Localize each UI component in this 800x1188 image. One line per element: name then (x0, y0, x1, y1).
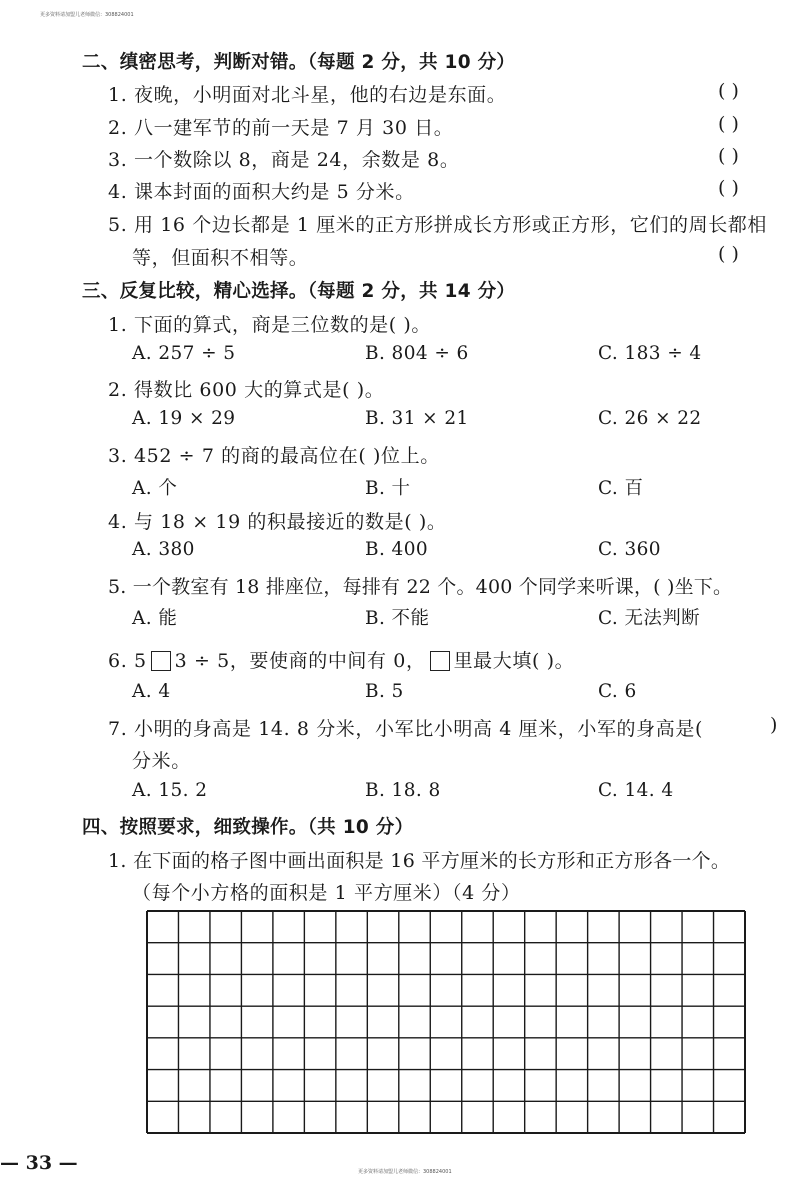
s3-q4-option-a[interactable]: A. 380 (132, 539, 195, 560)
s3-q7-close-paren: ) (770, 714, 778, 736)
s2-item-5: 5. 用 16 个边长都是 1 厘米的正方形拼成长方形或正方形，它们的周长都相 (108, 214, 767, 236)
section-4-title: 四、按照要求，细致操作。（共 10 分） (82, 817, 414, 838)
header-note: 更多资料请加盟儿老师微信：308824001 (40, 12, 134, 18)
s2-answer-blank-4[interactable]: ( ) (718, 177, 739, 199)
s2-item-1: 1. 夜晚，小明面对北斗星，他的右边是东面。 (108, 84, 507, 106)
s3-q1-option-b[interactable]: B. 804 ÷ 6 (365, 343, 469, 364)
digit-box[interactable] (151, 651, 171, 671)
s2-answer-blank-1[interactable]: ( ) (718, 80, 739, 102)
s3-q7: 7. 小明的身高是 14. 8 分米，小军比小明高 4 厘米，小军的身高是( (108, 718, 703, 740)
s4-q1-continued: （每个小方格的面积是 1 平方厘米）（4 分） (132, 882, 521, 904)
s3-q1-option-a[interactable]: A. 257 ÷ 5 (132, 343, 236, 364)
s3-q7-option-b[interactable]: B. 18. 8 (365, 780, 441, 801)
s3-q3-option-a[interactable]: A. 个 (132, 478, 178, 499)
s3-q2-option-b[interactable]: B. 31 × 21 (365, 408, 469, 429)
s2-item-3: 3. 一个数除以 8，商是 24，余数是 8。 (108, 149, 460, 171)
s2-answer-blank-3[interactable]: ( ) (718, 145, 739, 167)
s3-q7-continued: 分米。 (132, 750, 191, 772)
s2-answer-blank-5[interactable]: ( ) (718, 243, 739, 265)
s3-q6-part-c: 里最大填( )。 (453, 650, 575, 672)
s3-q7-option-c[interactable]: C. 14. 4 (598, 780, 674, 801)
s3-q6-option-a[interactable]: A. 4 (132, 681, 171, 702)
s3-q3: 3. 452 ÷ 7 的商的最高位在( )位上。 (108, 445, 440, 467)
s3-q5-option-a[interactable]: A. 能 (132, 608, 178, 629)
s3-q6-option-b[interactable]: B. 5 (365, 681, 404, 702)
s3-q4: 4. 与 18 × 19 的积最接近的数是( )。 (108, 511, 447, 533)
s3-q2-option-c[interactable]: C. 26 × 22 (598, 408, 702, 429)
s3-q1-option-c[interactable]: C. 183 ÷ 4 (598, 343, 702, 364)
s3-q5-option-b[interactable]: B. 不能 (365, 608, 430, 629)
s3-q4-option-c[interactable]: C. 360 (598, 539, 661, 560)
s3-q6-part-a: 6. 5 (108, 650, 147, 672)
s3-q2-option-a[interactable]: A. 19 × 29 (132, 408, 236, 429)
s3-q6-option-c[interactable]: C. 6 (598, 681, 637, 702)
footer-note: 更多资料请加盟儿老师微信：308824001 (358, 1169, 452, 1175)
s2-answer-blank-2[interactable]: ( ) (718, 113, 739, 135)
page-number: — 33 — (0, 1152, 78, 1174)
s3-q1: 1. 下面的算式，商是三位数的是( )。 (108, 314, 432, 336)
s2-item-5-continued: 等，但面积不相等。 (132, 247, 309, 269)
s3-q6-part-b: 3 ÷ 5，要使商的中间有 0， (174, 650, 426, 672)
s2-item-2: 2. 八一建军节的前一天是 7 月 30 日。 (108, 117, 454, 139)
s3-q5-option-c[interactable]: C. 无法判断 (598, 608, 701, 629)
s3-q3-option-c[interactable]: C. 百 (598, 478, 644, 499)
s3-q4-option-b[interactable]: B. 400 (365, 539, 429, 560)
section-3-title: 三、反复比较，精心选择。（每题 2 分，共 14 分） (82, 281, 516, 302)
digit-box[interactable] (430, 651, 450, 671)
s3-q2: 2. 得数比 600 大的算式是( )。 (108, 379, 385, 401)
s3-q3-option-b[interactable]: B. 十 (365, 478, 411, 499)
s4-q1: 1. 在下面的格子图中画出面积是 16 平方厘米的长方形和正方形各一个。 (108, 850, 731, 872)
section-2-title: 二、缜密思考，判断对错。（每题 2 分，共 10 分） (82, 52, 516, 73)
s3-q5: 5. 一个教室有 18 排座位，每排有 22 个。400 个同学来听课，( )坐下。 (108, 576, 733, 598)
s3-q7-option-a[interactable]: A. 15. 2 (132, 780, 208, 801)
s2-item-4: 4. 课本封面的面积大约是 5 分米。 (108, 181, 415, 203)
s3-q6 (108, 646, 574, 673)
